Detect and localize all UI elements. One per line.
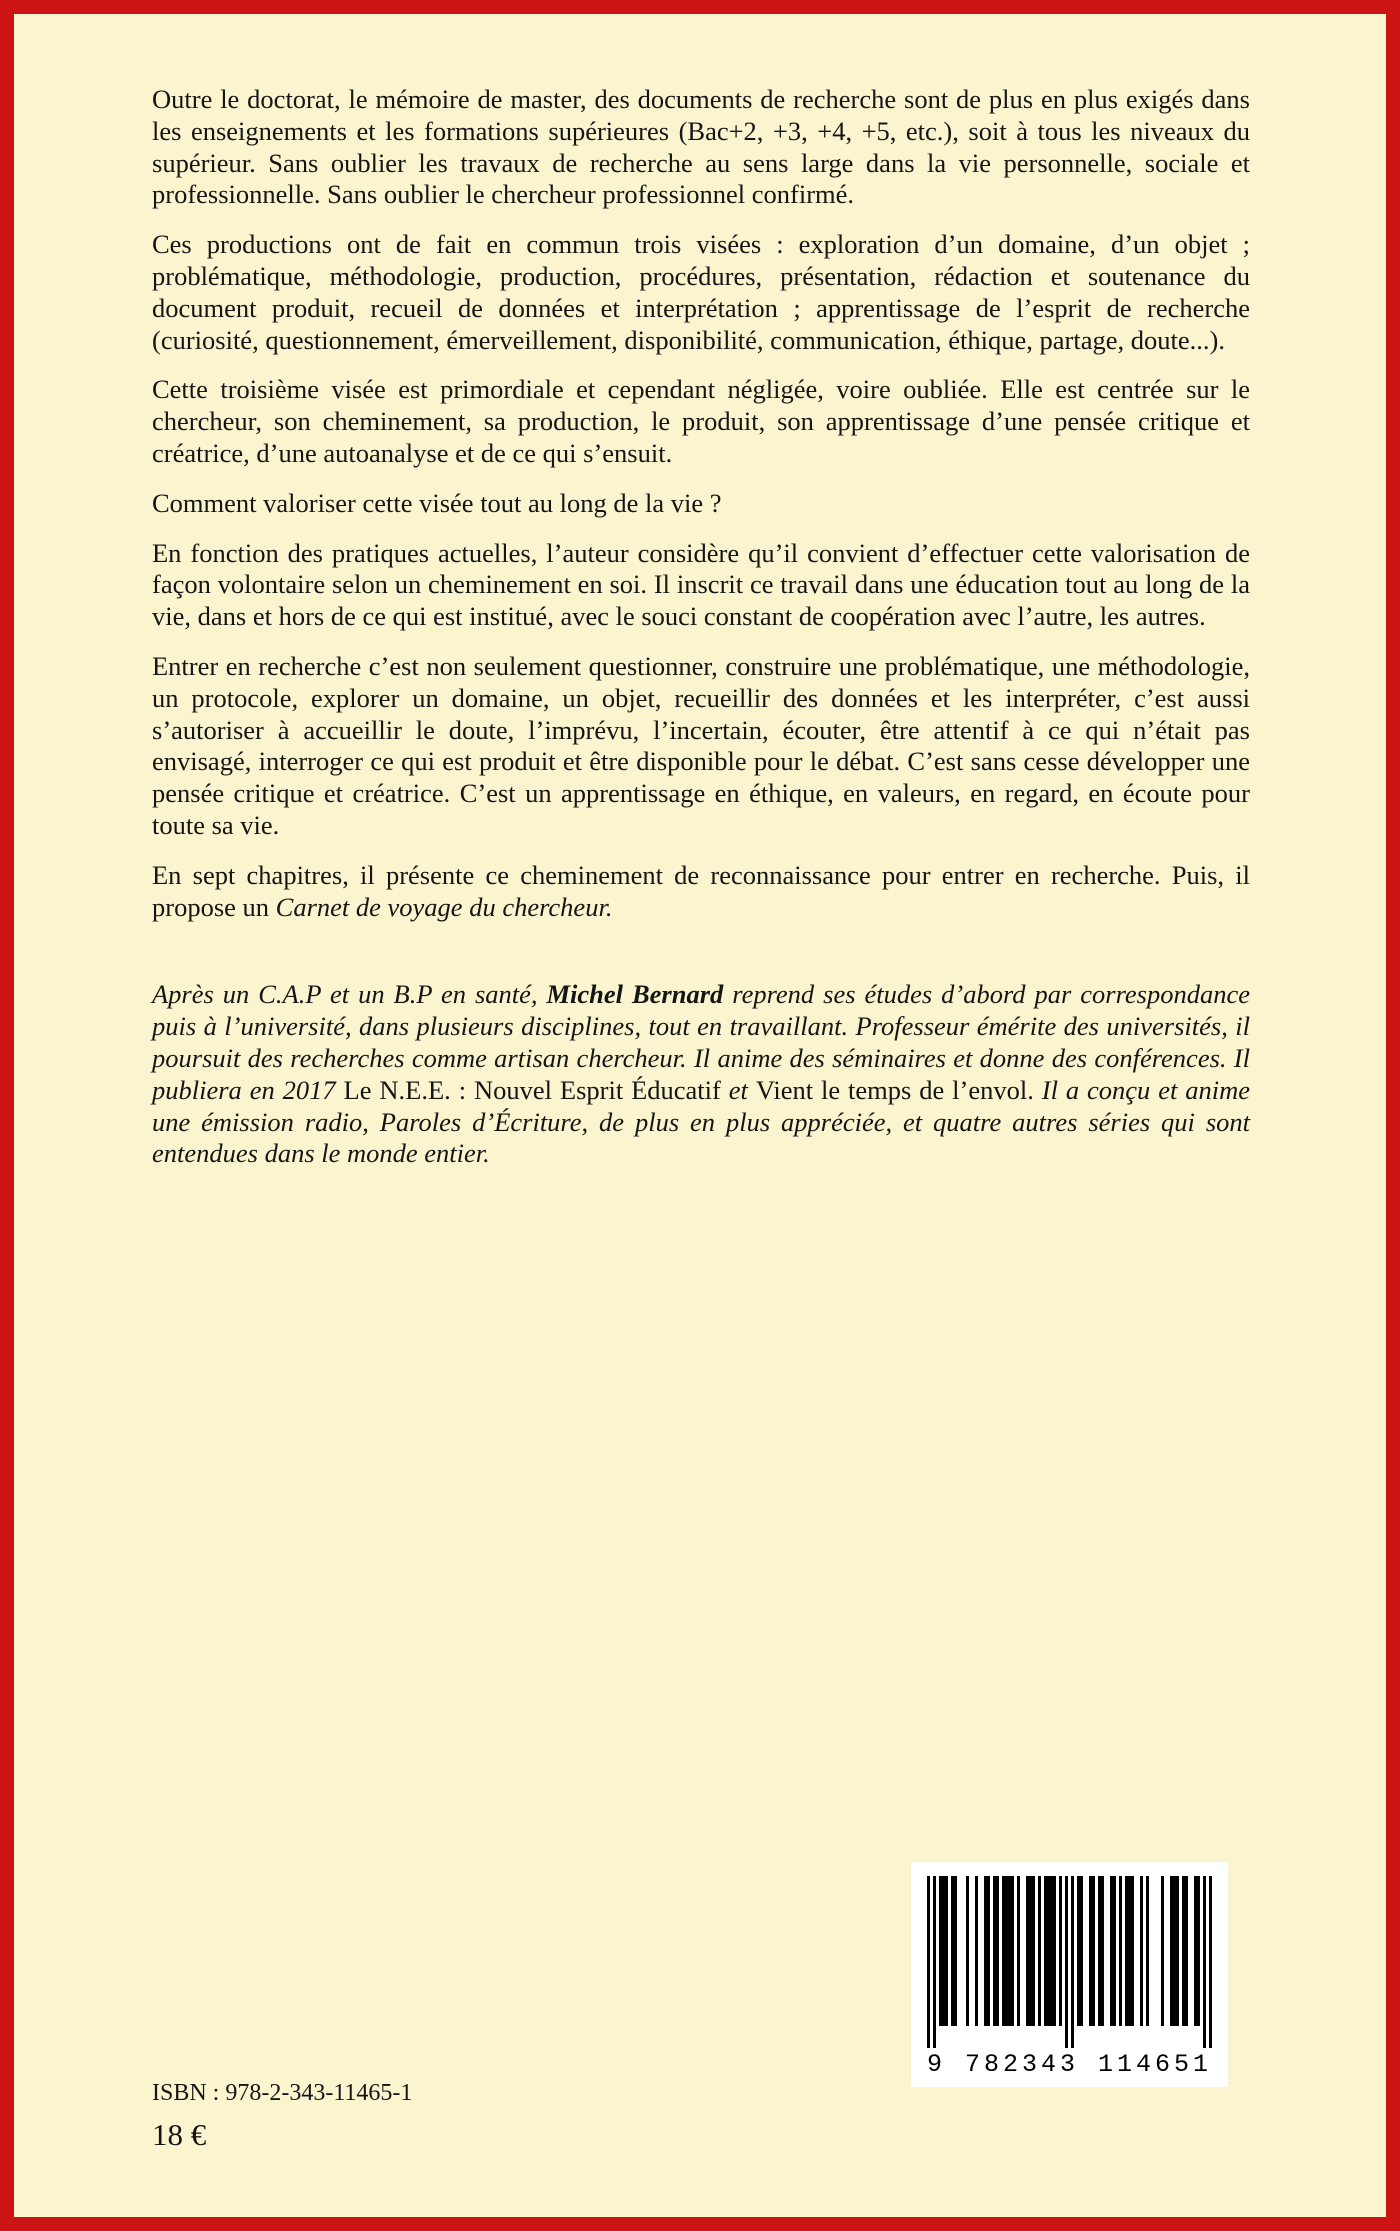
isbn-text: ISBN : 978-2-343-11465-1 [152,2080,413,2106]
text-segment: et [728,1074,756,1105]
text-segment: Vient le temps de l’envol. [755,1074,1042,1105]
text-segment: Il a conçu et anime une émission radio, Paroles d’Écriture, de plus en plus appréciée, et quatre autres séries qui sont entendues dans le monde entier. [152,1074,1251,1169]
barcode-bar [1209,1876,1212,2048]
paragraph-intro [152,84,1250,211]
barcode-number: 9 782343 114651 [926,2050,1212,2079]
text-segment: Ces productions ont de fait en commun trois visées : exploration d’un domaine, d’un objet ; problématique, méthodologie, production, procédures, présentation, rédaction et soutenance du document produit, recueil de données et interprétation ; apprentissage de l’esprit de recherche (curiosité, questionnement, émerveillement, disponibilité, communication, éthique, partage, doute...). [152,229,1250,355]
footer-left [152,2080,412,2153]
back-cover-text [152,84,1250,1188]
text-segment: En sept chapitres, il présente ce cheminement de reconnaissance pour entrer en recherche. Puis, il propose un [152,859,1250,922]
text-segment: Après un C.A.P et un B.P en santé, [152,979,547,1010]
text-segment: En fonction des pratiques actuelles, l’auteur considère qu’il convient d’effectuer cette valorisation de façon volontaire selon un cheminement en soi. Il inscrit ce travail dans une éducation tout au long de la vie, dans et hors de ce qui est institué, avec le souci constant de coopération avec l’autre, les autres. [152,537,1250,632]
paragraph-troisieme-visee [152,374,1250,469]
paragraph-entrer-en-recherche [152,651,1250,842]
text-segment: Cette troisième visée est primordiale et cependant négligée, voire oubliée. Elle est centrée sur le chercheur, son cheminement, sa production, le produit, son apprentissage d’une pensée critique et créatrice, d’une autoanalyse et de ce qui s’ensuit. [152,374,1250,468]
text-segment: Comment valoriser cette visée tout au long de la vie ? [152,487,722,518]
paragraph-trois-visees [152,229,1250,356]
text-segment: Le N.E.E. : Nouvel Esprit Éducatif [343,1074,729,1105]
barcode [927,1876,1212,2048]
barcode-box [911,1862,1228,2087]
price-text: 18 € [152,2117,207,2152]
text-segment: Entrer en recherche c’est non seulement questionner, construire une problématique, une méthodologie, un protocole, explorer un domaine, un objet, recueillir des données et les interpréter, c’est aussi s’autoriser à accueillir le doute, l’imprévu, l’incertain, écouter, être attentif à ce qui n’était pas envisagé, interroger ce qui est produit et être disponible pour le débat. C’est sans cesse développer une pensée critique et créatrice. C’est un apprentissage en éthique, en valeurs, en regard, en écoute pour toute sa vie. [152,650,1250,840]
text-segment: Outre le doctorat, le mémoire de master, des documents de recherche sont de plus en plus exigés dans les enseignements et les formations supérieures (Bac+2, +3, +4, +5, etc.), soit à tous les niveaux du supérieur. Sans oublier les travaux de recherche au sens large dans la vie personnelle, sociale et professionnelle. Sans oublier le chercheur professionnel confirmé. [152,84,1250,210]
paragraph-question [152,488,1250,520]
author-bio [152,979,1250,1170]
text-segment: Carnet de voyage du chercheur. [275,891,613,922]
text-segment: Michel Bernard [546,979,724,1010]
paragraph-valorisation [152,538,1250,633]
text-segment: reprend ses études d’abord par correspondance puis à l’université, dans plusieurs disciplines, tout en travaillant. Professeur émérite des universités, il poursuit des recherches comme artisan chercheur. Il anime des séminaires et donne des conférences. Il publiera en 2017 [152,979,1250,1105]
paragraph-sept-chapitres [152,860,1250,924]
